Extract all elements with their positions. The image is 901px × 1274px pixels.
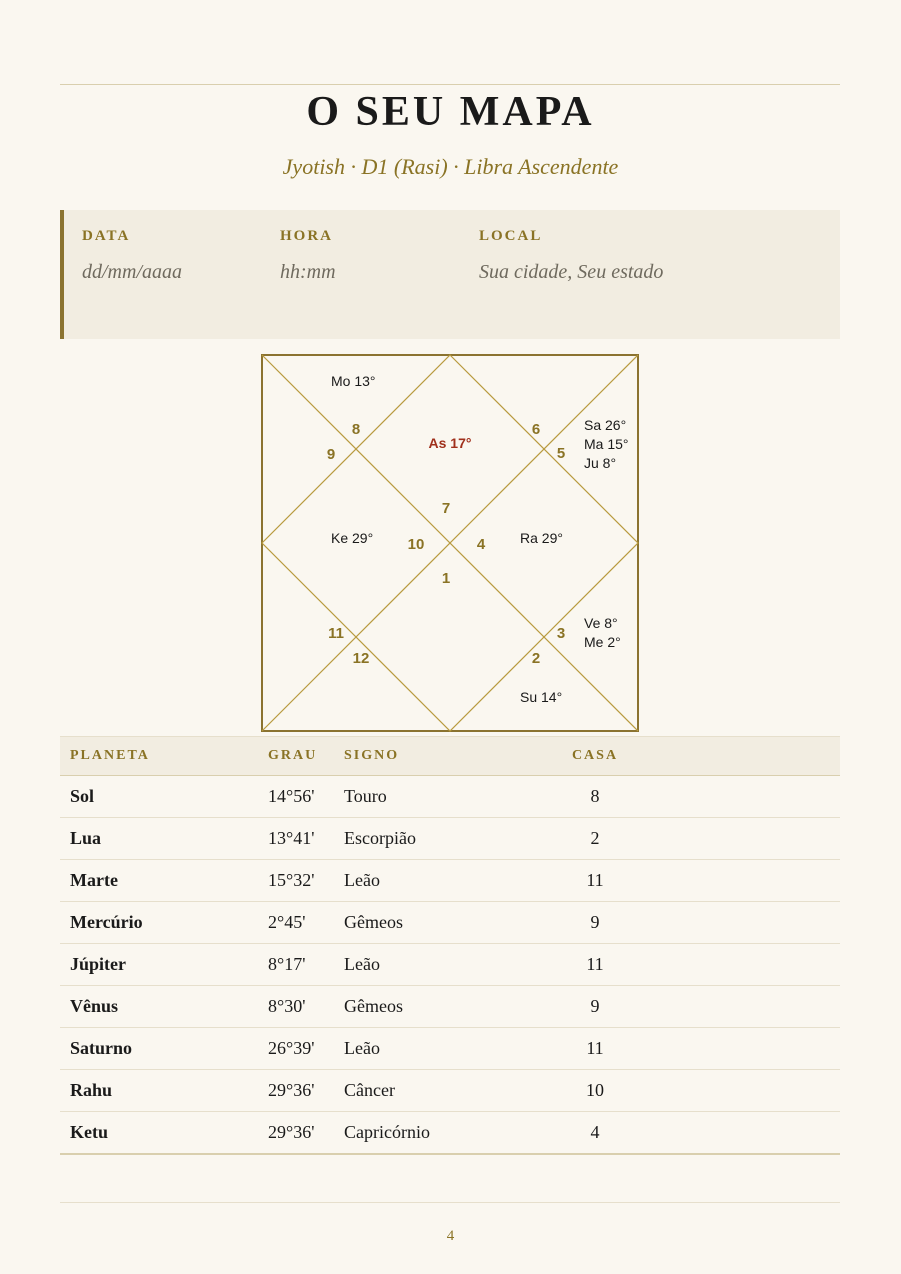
planet-house: 11 [520, 860, 670, 902]
table-row [60, 1112, 840, 1155]
planet-sign: Leão [344, 944, 520, 986]
header-spacer [670, 737, 840, 776]
planet-name: Saturno [60, 1028, 268, 1070]
house-number-8: 8 [351, 421, 361, 438]
house-number-6: 6 [531, 421, 541, 438]
table-row [60, 944, 840, 986]
planet-degree: 8°17' [268, 944, 344, 986]
planet-house: 11 [520, 1028, 670, 1070]
page-number: 4 [446, 1228, 455, 1244]
planet-name: Lua [60, 818, 268, 860]
planet-sign: Gêmeos [344, 986, 520, 1028]
planet-name: Rahu [60, 1070, 268, 1112]
table-row [60, 1028, 840, 1070]
house-number-7: 7 [441, 500, 451, 517]
planet-name: Marte [60, 860, 268, 902]
planet-degree: 29°36' [268, 1070, 344, 1112]
house-number-5: 5 [556, 445, 566, 462]
header-house: CASA [520, 737, 670, 776]
planet-degree: 2°45' [268, 902, 344, 944]
house-number-11: 11 [328, 625, 344, 642]
planet-house: 9 [520, 902, 670, 944]
page-title: O SEU MAPA [306, 89, 595, 135]
planet-sign: Leão [344, 860, 520, 902]
rasi-chart-svg [261, 354, 639, 732]
ascendant-marker: As 17° [428, 435, 472, 451]
place-field [479, 228, 663, 284]
planet-venus: Ve 8° [584, 615, 618, 631]
planet-degree: 26°39' [268, 1028, 344, 1070]
planet-sign: Câncer [344, 1070, 520, 1112]
table-row [60, 818, 840, 860]
planet-name: Júpiter [60, 944, 268, 986]
planet-name: Ketu [60, 1112, 268, 1155]
time-label: HORA [280, 228, 333, 244]
planet-sign: Capricórnio [344, 1112, 520, 1155]
planet-degree: 14°56' [268, 776, 344, 818]
planet-mercury: Me 2° [584, 634, 621, 650]
header-planet: PLANETA [60, 737, 268, 776]
planet-jupiter: Ju 8° [584, 455, 617, 471]
top-divider [60, 84, 840, 85]
time-field [280, 228, 336, 284]
planet-degree: 8°30' [268, 986, 344, 1028]
planet-house: 9 [520, 986, 670, 1028]
house-number-9: 9 [326, 446, 336, 463]
house-number-10: 10 [407, 536, 425, 553]
planet-degree: 15°32' [268, 860, 344, 902]
header-sign: SIGNO [344, 737, 520, 776]
planet-degree: 29°36' [268, 1112, 344, 1155]
rasi-chart [261, 354, 639, 732]
table-row [60, 902, 840, 944]
table-row [60, 1070, 840, 1112]
planet-mars: Ma 15° [584, 436, 629, 452]
date-field [82, 228, 182, 284]
planet-ketu: Ke 29° [331, 530, 374, 546]
date-label: DATA [82, 228, 131, 244]
planet-degree: 13°41' [268, 818, 344, 860]
house-number-2: 2 [531, 650, 541, 667]
date-value: dd/mm/aaaa [82, 261, 182, 283]
planet-positions-table [60, 736, 840, 1155]
page-subtitle: Jyotish · D1 (Rasi) · Libra Ascendente [282, 154, 619, 179]
planet-moon: Mo 13° [331, 373, 376, 389]
planet-house: 10 [520, 1070, 670, 1112]
table-row [60, 986, 840, 1028]
place-label: LOCAL [479, 228, 543, 244]
planet-house: 11 [520, 944, 670, 986]
planet-name: Sol [60, 776, 268, 818]
planet-house: 8 [520, 776, 670, 818]
place-value: Sua cidade, Seu estado [479, 261, 664, 283]
planet-sign: Touro [344, 776, 520, 818]
planet-sun: Su 14° [520, 689, 563, 705]
table-row [60, 776, 840, 818]
planet-house: 2 [520, 818, 670, 860]
planet-house: 4 [520, 1112, 670, 1155]
planet-sign: Gêmeos [344, 902, 520, 944]
table-row [60, 860, 840, 902]
house-number-1: 1 [441, 570, 451, 587]
birth-info-panel [60, 210, 840, 339]
planet-name: Vênus [60, 986, 268, 1028]
house-number-4: 4 [476, 536, 486, 553]
footer-divider [60, 1202, 840, 1203]
header-degree: GRAU [268, 737, 344, 776]
planet-sign: Leão [344, 1028, 520, 1070]
planet-name: Mercúrio [60, 902, 268, 944]
house-number-12: 12 [352, 650, 370, 667]
time-value: hh:mm [280, 261, 336, 283]
planet-sign: Escorpião [344, 818, 520, 860]
planet-rahu: Ra 29° [520, 530, 563, 546]
house-number-3: 3 [556, 625, 566, 642]
table-header-row [60, 737, 840, 776]
planet-saturn: Sa 26° [584, 417, 627, 433]
